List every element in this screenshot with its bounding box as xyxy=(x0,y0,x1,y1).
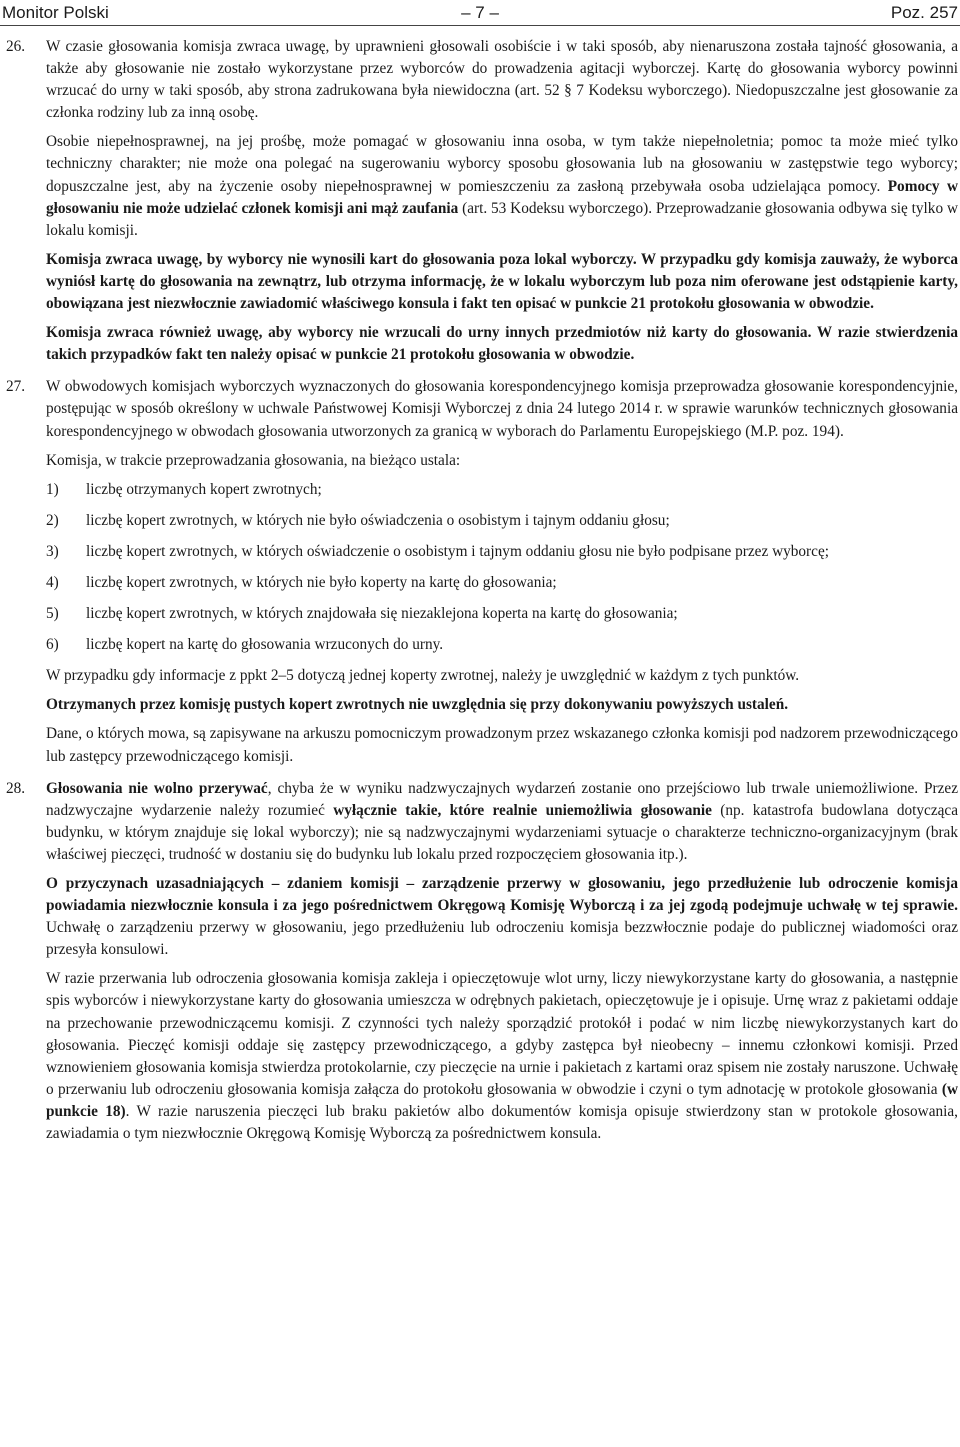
paragraph: W obwodowych komisjach wyborczych wyznaczonych do głosowania korespondencyjnego komisja przeprowadza głosowanie korespondencyjnie, postępując w sposób określony w uchwale Państwowej Komisji Wyborczej z dnia 24 lutego 2014 r. w sprawie warunków technicznych głosowania korespondencyjnego w obwodach głosowania utworzonych za granicą w wyborach do Parlamentu Europejskiego (M.P. poz. 194). xyxy=(46,378,958,440)
item-text: liczbę kopert zwrotnych, w których nie było oświadczenia o osobistym i tajnym oddaniu głosu; xyxy=(86,511,670,529)
section-number: 26. xyxy=(6,38,26,55)
text: (art. 53 Kodeksu wyborczego). Przeprowadzanie głosowania odbywa się tylko w lokalu komisji. xyxy=(46,199,958,239)
bold-text: Głosowania nie wolno przerywać xyxy=(46,779,268,797)
publication-name: Monitor Polski xyxy=(2,3,109,22)
paragraph xyxy=(46,873,958,961)
text: Uchwałę o zarządzeniu przerwy w głosowaniu, jego przedłużeniu lub odroczeniu komisja bezzwłocznie podaje do publicznej wiadomości oraz przesyła konsulowi. xyxy=(46,919,958,959)
section-28 xyxy=(0,778,958,1146)
bold-text: Komisja zwraca uwagę, by wyborcy nie wynosili kart do głosowania poza lokal wyborczy. W przypadku gdy komisja zauważy, że wyborca wyniósł kartę do głosowania na zewnątrz, lub otrzyma informację, że w lokalu wyborczym lub poza nim oferowane jest odstąpienie karty, obowiązana jest niezwłocznie zawiadomić właściwego konsula i fakt ten opisać w punkcie 21 protokołu głosowania w obwodzie. xyxy=(46,250,958,313)
section-number: 28. xyxy=(6,779,26,797)
item-number: 4) xyxy=(46,573,59,591)
section-27 xyxy=(0,376,958,767)
item-number: 6) xyxy=(46,636,59,654)
list-item xyxy=(46,634,958,656)
bold-text: O przyczynach uzasadniających – zdaniem komisji – zarządzenie przerwy w głosowaniu, jego przedłużenie lub odroczenie komisja powiadamia niezwłocznie konsula i za jego pośrednictwem Okręgową Komisję Wyborczą i za jej zgodą podejmuje uchwałę w tej sprawie. xyxy=(46,875,958,915)
list-item xyxy=(46,479,958,501)
list-item xyxy=(46,603,958,625)
item-text: liczbę kopert zwrotnych, w których nie było koperty na kartę do głosowania; xyxy=(86,573,557,591)
paragraph: W czasie głosowania komisja zwraca uwagę, by uprawnieni głosowali osobiście i w taki sposób, aby nienaruszona została tajność głosowania, a także aby głosowanie nie zostało wykorzystane przez wyborców do prowadzenia agitacji wyborczej. Kartę do głosowania wyborcy powinni wrzucać do urny w taki sposób, aby strona zadrukowana była niewidoczna (art. 52 § 7 Kodeksu wyborczego). Niedopuszczalne jest głosowanie za członka rodziny lub za inną osobę. xyxy=(46,38,958,122)
bold-text: Komisja zwraca również uwagę, aby wyborcy nie wrzucali do urny innych przedmiotów niż karty do głosowania. W razie stwierdzenia takich przypadków fakt ten należy opisać w punkcie 21 protokołu głosowania w obwodzie. xyxy=(46,324,958,364)
item-text: liczbę kopert zwrotnych, w których znajdowała się niezaklejona koperta na kartę do głosowania; xyxy=(86,605,678,623)
item-number: 2) xyxy=(46,511,59,529)
item-text: liczbę kopert na kartę do głosowania wrzuconych do urny. xyxy=(86,636,444,654)
item-number: 3) xyxy=(46,542,59,560)
paragraph: Komisja, w trakcie przeprowadzania głosowania, na bieżąco ustala: xyxy=(46,451,461,469)
item-number: 1) xyxy=(46,480,59,498)
paragraph xyxy=(46,694,958,716)
item-number: 5) xyxy=(46,605,59,623)
position-number: Poz. 257 xyxy=(890,3,958,22)
paragraph xyxy=(46,249,958,315)
list-item xyxy=(46,572,958,594)
bold-text: (w punkcie 18) xyxy=(46,1080,958,1120)
enumerated-list xyxy=(46,479,958,657)
item-text: liczbę kopert zwrotnych, w których oświadczenie o osobistym i tajnym oddaniu głosu nie było podpisane przez wyborcę; xyxy=(86,542,829,560)
section-26 xyxy=(0,36,958,366)
list-item xyxy=(46,510,958,532)
paragraph xyxy=(46,131,958,241)
paragraph: W przypadku gdy informacje z ppkt 2–5 dotyczą jednej koperty zwrotnej, należy je uwzględnić w każdym z tych punktów. xyxy=(46,667,800,685)
bold-text: Otrzymanych przez komisję pustych kopert zwrotnych nie uwzględnia się przy dokonywaniu powyższych ustaleń. xyxy=(46,696,789,714)
paragraph xyxy=(46,778,958,866)
list-item xyxy=(46,541,958,563)
text: (np. katastrofa budowlana dotycząca budynku, w którym znajduje się lokal wyborczy); nie są nadzwyczajnymi wydarzeniami sytuacje o charakterze techniczno-organizacyjnym (brak właściwej pieczęci, trudność w dostaniu się do budynku lub lokalu przed rozpoczęciem głosowania itp.). xyxy=(46,801,958,863)
item-text: liczbę otrzymanych kopert zwrotnych; xyxy=(86,480,322,498)
paragraph: Dane, o których mowa, są zapisywane na arkuszu pomocniczym prowadzonym przez wskazanego członka komisji pod nadzorem przewodniczącego lub zastępcy przewodniczącego komisji. xyxy=(46,725,958,765)
bold-text: wyłącznie takie, które realnie uniemożliwia głosowanie xyxy=(333,801,712,819)
paragraph xyxy=(46,322,958,366)
paragraph xyxy=(46,968,958,1145)
document-body xyxy=(0,36,958,1155)
text: , chyba że w wyniku nadzwyczajnych wydarzeń zostanie ono przejściowo lub trwale uniemożliwione. Przez nadzwyczajne wydarzenie należy rozumieć xyxy=(46,779,959,819)
text: . W razie naruszenia pieczęci lub braku pakietów albo dokumentów komisja opisuje stwierdzony stan w protokole głosowania, zawiadamia o tym niezwłocznie Okręgową Komisję Wyborczą za pośrednictwem konsula. xyxy=(46,1102,959,1143)
bold-text: Pomocy w głosowaniu nie może udzielać członek komisji ani mąż zaufania xyxy=(46,177,958,217)
text: W razie przerwania lub odroczenia głosowania komisja zakleja i opieczętowuje wlot urny, liczy niewykorzystane karty do głosowania, a następnie spis wyborców i niewykorzystane karty do głosowania umieszcza w odrębnych pakietach, opieczętowuje je i opisuje. Urnę wraz z pakietami oddaje na przechowanie przewodniczącemu komisji. Z czynności tych należy sporządzić protokół i podać w nim liczbę niewykorzystanych kart do głosowania. Pieczęć komisji oddaje się zastępcy przewodniczącego, a gdyby zastępca był nieobecny – innemu członkowi komisji. Przed wznowieniem głosowania komisja stwierdza protokolarnie, czy pieczęcie na urnie i pakietach z kartami oraz spisem nie zostały naruszone. Uchwałę o przerwaniu lub odroczeniu głosowania komisja załącza do protokołu głosowania w obwodzie i czyni o tym adnotację w protokole głosowania xyxy=(46,970,958,1098)
section-number: 27. xyxy=(6,378,26,396)
text: Osobie niepełnosprawnej, na jej prośbę, może pomagać w głosowaniu inna osoba, w tym także niepełnoletnia; pomoc ta może mieć tylko techniczny charakter; nie może ona polegać na sugerowaniu wyborcy sposobu głosowania lub na głosowaniu w zastępstwie tego wyborcy; dopuszczalne jest, aby na życzenie osoby niepełnosprawnej w pomieszczeniu za zasłoną przebywała osoba udzielająca pomocy. xyxy=(46,133,958,195)
page-number: – 7 – xyxy=(461,3,499,22)
page-header xyxy=(0,0,960,26)
